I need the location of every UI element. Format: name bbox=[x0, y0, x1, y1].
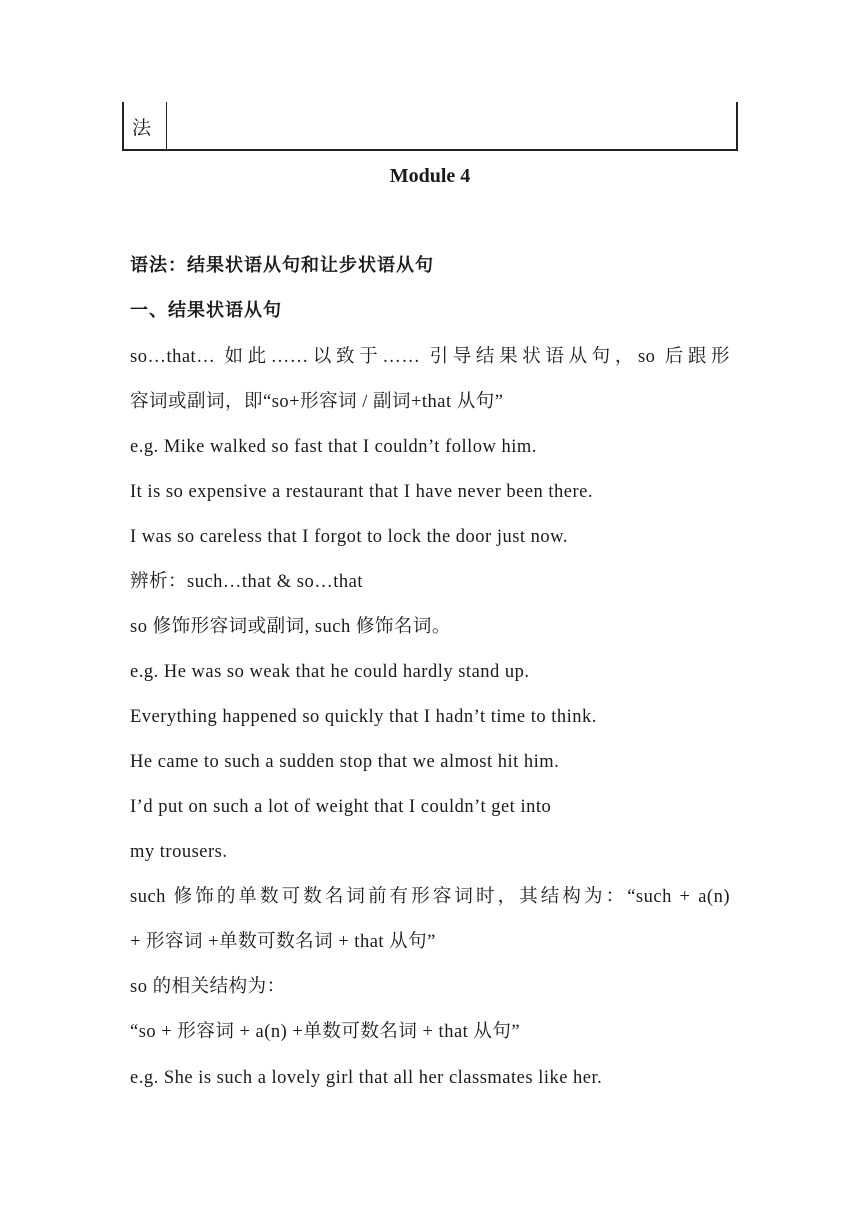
text-line: so 修饰形容词或副词, such 修饰名词。 bbox=[130, 617, 451, 637]
example-line: my trousers. bbox=[130, 842, 228, 862]
text-line: so 的相关结构为： bbox=[130, 977, 286, 997]
example-line: e.g. She is such a lovely girl that all her classmates like her. bbox=[130, 1068, 603, 1088]
section-heading-result-clause: 一、结果状语从句 bbox=[130, 300, 282, 321]
module-title: Module 4 bbox=[389, 165, 471, 187]
text-line: so…that… 如此……以致于…… 引导结果状语从句，so 后跟形 bbox=[130, 347, 730, 367]
example-line: I was so careless that I forgot to lock the door just now. bbox=[130, 527, 568, 547]
example-line: I’d put on such a lot of weight that I couldn’t get into bbox=[130, 797, 552, 817]
text-line: “so + 形容词 + a(n) +单数可数名词 + that 从句” bbox=[130, 1022, 521, 1042]
example-line: e.g. He was so weak that he could hardly stand up. bbox=[130, 662, 530, 682]
text-line: 容词或副词，即“so+形容词 / 副词+that 从句” bbox=[130, 392, 504, 412]
grammar-heading: 语法：结果状语从句和让步状语从句 bbox=[130, 255, 434, 276]
example-line: It is so expensive a restaurant that I have never been there. bbox=[130, 482, 594, 502]
table-fragment bbox=[122, 102, 738, 151]
text-line: + 形容词 +单数可数名词 + that 从句” bbox=[130, 932, 436, 952]
example-line: e.g. Mike walked so fast that I couldn’t follow him. bbox=[130, 437, 537, 457]
example-line: Everything happened so quickly that I hadn’t time to think. bbox=[130, 707, 597, 727]
text-line: 辨析：such…that & so…that bbox=[130, 572, 363, 592]
table-cell-text: 法 bbox=[132, 117, 152, 139]
text-line: such 修饰的单数可数名词前有形容词时，其结构为：“such + a(n) bbox=[130, 887, 730, 907]
example-line: He came to such a sudden stop that we almost hit him. bbox=[130, 752, 560, 772]
table-column-divider bbox=[166, 102, 167, 149]
